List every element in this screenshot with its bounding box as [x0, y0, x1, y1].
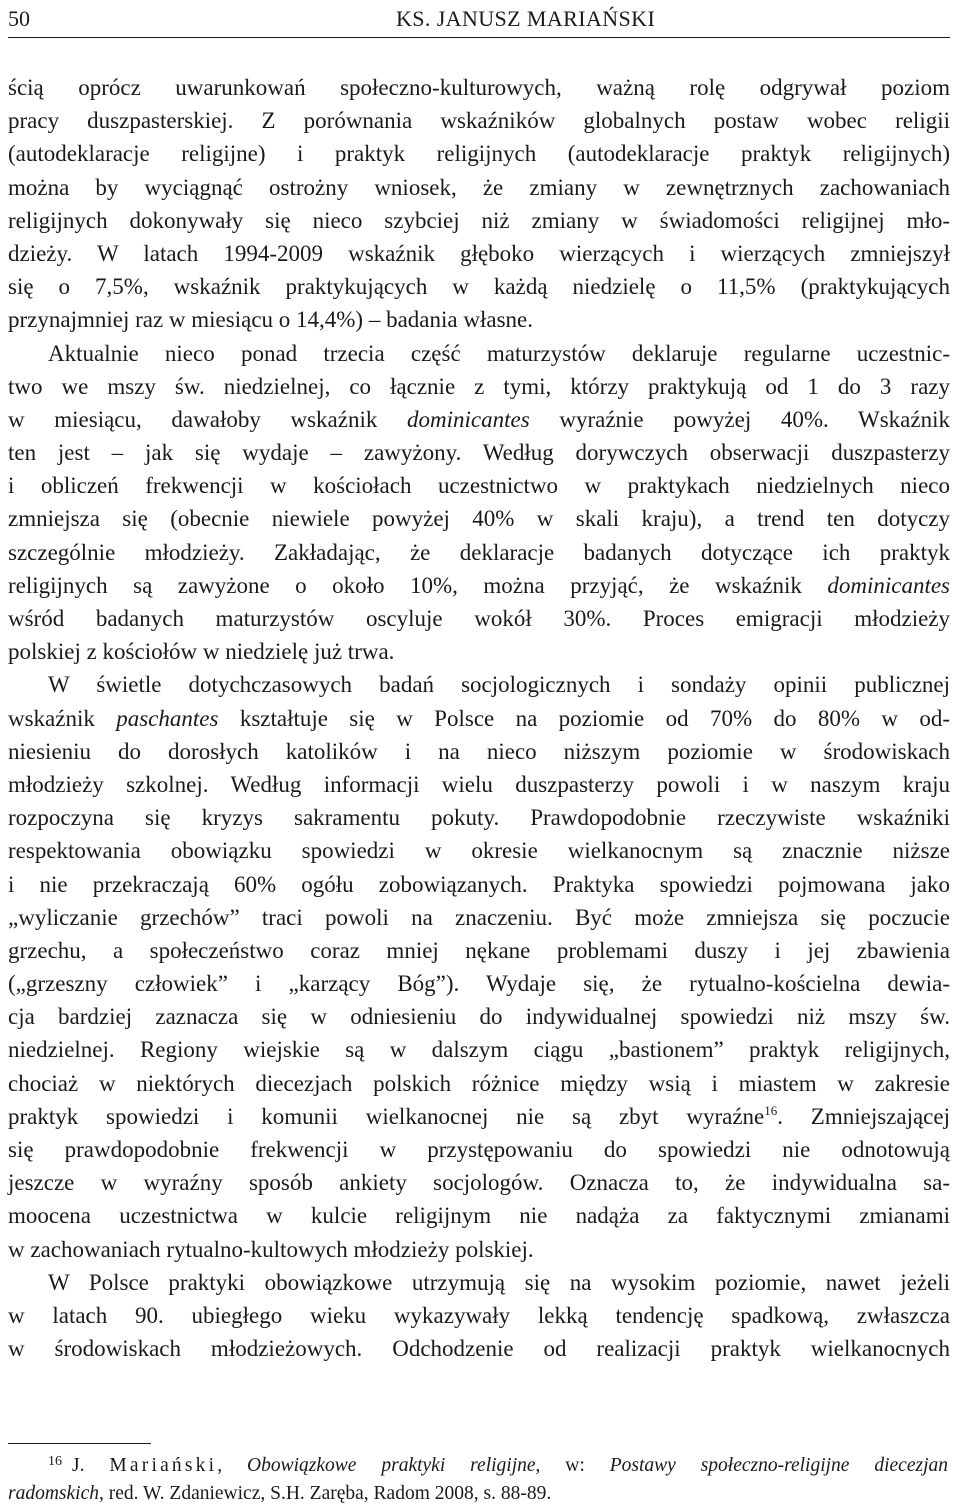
- footnote-rule: [8, 1443, 151, 1444]
- footnote-reference: 16: [764, 1102, 778, 1118]
- italic-term: paschantes: [116, 705, 219, 731]
- text-segment: religijnych są zawyżone o około 10%, można przyjąć, że wskaźnik: [8, 572, 828, 598]
- text-line: religijnych dokonywały się nieco szybciej niż zmiany w świadomości religijnej mło-: [8, 207, 950, 233]
- text-line: wśród badanych maturzystów oscyluje wokół 30%. Proces emigracji młodzieży: [8, 606, 950, 631]
- text-line: ścią oprócz uwarunkowań społeczno-kulturowych, ważną rolę odgrywał poziom: [8, 75, 950, 100]
- text-segment: wyraźnie powyżej 40%. Wskaźnik: [529, 406, 950, 432]
- text-line: niesieniu do dorosłych katolików i na nieco niższym poziomie w środowiskach: [8, 738, 950, 764]
- italic-term: dominicantes: [407, 406, 530, 432]
- text-line: w środowiskach młodzieżowych. Odchodzenie od realizacji praktyk wielkanocnych: [8, 1336, 950, 1362]
- text-line: i nie przekraczają 60% ogółu zobowiązanych. Praktyka spowiedzi pojmowana jako: [8, 871, 950, 897]
- text-line: w latach 90. ubiegłego wieku wykazywały lekką tendencję spadkową, zwłaszcza: [8, 1302, 950, 1328]
- text-line: moocena uczestnictwa w kulcie religijnym nie nadąża za faktycznymi zmianami: [8, 1203, 950, 1229]
- text-line: się prawdopodobnie frekwencji w przystępowaniu do spowiedzi nie odnotowują: [8, 1137, 950, 1162]
- footnote-separator: ,: [217, 1455, 248, 1476]
- running-head: KS. JANUSZ MARIAŃSKI: [396, 6, 656, 31]
- text-segment: praktyk spowiedzi i komunii wielkanocnej nie są zbyt wyraźne: [8, 1103, 765, 1129]
- header-rule: [8, 37, 950, 38]
- text-line: [8, 569, 950, 602]
- text-line: Aktualnie nieco ponad trzecia część maturzystów deklaruje regularne uczestnic-: [48, 340, 950, 366]
- footnote: [8, 1452, 948, 1508]
- text-line: W świetle dotychczasowych badań socjologicznych i sondaży opinii publicznej: [48, 672, 950, 698]
- page-number: 50: [8, 6, 30, 31]
- text-line: młodzieży szkolnej. Według informacji wielu duszpasterzy powoli i w naszym kraju: [8, 771, 950, 797]
- text-line: „wyliczanie grzechów” traci powoli na znaczeniu. Być może zmniejsza się poczucie: [8, 904, 950, 930]
- text-line: zmniejsza się (obecnie niewiele powyżej 40% w skali kraju), a trend ten dotyczy: [8, 506, 950, 532]
- text-line: rozpoczyna się kryzys sakramentu pokuty. Prawdopodobnie rzeczywiste wskaźniki: [8, 805, 950, 831]
- text-line: two we mszy św. niedzielnej, co łącznie z tymi, którzy praktykują od 1 do 3 razy: [8, 373, 950, 399]
- text-line: (autodeklaracje religijne) i praktyk religijnych (autodeklaracje praktyk religijnych): [8, 141, 950, 167]
- footnote-author: Mariański: [109, 1455, 218, 1476]
- text-segment: kształtuje się w Polsce na poziomie od 70% do 80% w od-: [218, 705, 950, 731]
- text-line: grzechu, a społeczeństwo coraz mniej nękane problemami duszy i jej zbawienia: [8, 937, 950, 963]
- text-segment: w miesiącu, dawałoby wskaźnik: [8, 406, 408, 432]
- footnote-author-initial: J.: [72, 1455, 110, 1476]
- text-line: pracy duszpasterskiej. Z porównania wskaźników globalnych postaw wobec religii: [8, 108, 950, 134]
- text-line: w zachowaniach rytualno-kultowych młodzieży polskiej.: [8, 1236, 534, 1262]
- footnote-title: Obowiązkowe praktyki religijne: [247, 1455, 536, 1476]
- italic-term: dominicantes: [827, 572, 950, 598]
- text-line: chociaż w niektórych diecezjach polskich różnice między wsią i miastem w zakresie: [8, 1070, 950, 1096]
- footnote-book-title: Postawy społeczno-religijne diecezjan: [609, 1455, 949, 1476]
- text-line: ten jest – jak się wydaje – zawyżony. Według dorywczych obserwacji duszpasterzy: [8, 440, 950, 466]
- text-line: można by wyciągnąć ostrożny wniosek, że zmiany w zewnętrznych zachowaniach: [8, 174, 950, 200]
- text-line: [8, 1100, 950, 1133]
- text-line: niedzielnej. Regiony wiejskie są w dalszym ciągu „bastionem” praktyk religijnych,: [8, 1037, 950, 1063]
- footnote-book-title: radomskich: [8, 1483, 99, 1504]
- page-header: [8, 4, 950, 34]
- text-line: cja bardziej zaznacza się w odniesieniu do indywidualnej spowiedzi niż mszy św.: [8, 1004, 950, 1030]
- text-line: („grzeszny człowiek” i „karzący Bóg”). Wydaje się, że rytualno-kościelna dewia-: [8, 971, 950, 997]
- text-line: [8, 403, 950, 436]
- footnote-marker: 16: [48, 1454, 62, 1469]
- text-line: W Polsce praktyki obowiązkowe utrzymują się na wysokim poziomie, nawet jeżeli: [48, 1269, 950, 1295]
- text-segment: wskaźnik: [8, 705, 117, 731]
- text-line: respektowania obowiązku spowiedzi w okresie wielkanocnym są znacznie niższe: [8, 838, 950, 864]
- text-line: polskiej z kościołów w niedzielę już trwa.: [8, 639, 395, 665]
- text-line: szczególnie młodzieży. Zakładając, że deklaracje badanych dotyczące ich praktyk: [8, 539, 950, 565]
- footnote-publication: , red. W. Zdaniewicz, S.H. Zaręba, Radom 2008, s. 88-89.: [99, 1483, 552, 1504]
- body-text: [8, 71, 950, 1365]
- text-line: jeszcze w wyraźny sposób ankiety socjologów. Oznacza to, że indywidualna sa-: [8, 1170, 950, 1196]
- text-line: [8, 702, 950, 735]
- text-line: przynajmniej raz w miesiącu o 14,4%) – badania własne.: [8, 307, 533, 333]
- text-line: się o 7,5%, wskaźnik praktykujących w każdą niedzielę o 11,5% (praktykujących: [8, 274, 950, 300]
- footnote-line: [8, 1452, 948, 1480]
- text-line: dzieży. W latach 1994-2009 wskaźnik głęboko wierzących i wierzących zmniejszył: [8, 240, 950, 266]
- text-segment: . Zmniejszającej: [777, 1103, 950, 1129]
- text-line: i obliczeń frekwencji w kościołach uczestnictwo w praktykach niedzielnych nieco: [8, 473, 950, 499]
- footnote-separator: , w:: [535, 1455, 610, 1476]
- footnote-line: [8, 1480, 948, 1508]
